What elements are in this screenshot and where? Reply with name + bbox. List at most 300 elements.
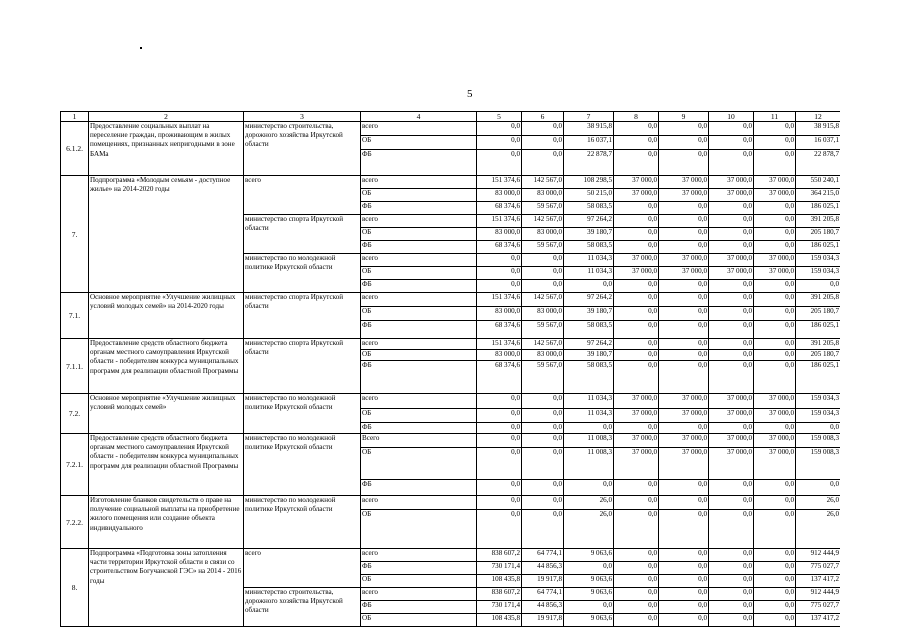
amount-cell: 391 205,8: [796, 293, 841, 307]
amount-cell: 68 374,6: [477, 361, 522, 394]
amount-cell: 0,0: [477, 480, 522, 496]
amount-cell: 97 264,2: [564, 339, 614, 350]
amount-cell: 0,0: [614, 321, 659, 339]
amount-cell: 0,0: [709, 307, 754, 321]
row-name: Изготовление бланков свидетельств о праве на получение социальной выплаты на приобретение жилого помещения или создание объекта индивидуального: [89, 496, 244, 549]
amount-cell: 83 000,0: [522, 228, 564, 241]
responsible-executor: министерство по молодежной политике Иркутской области: [244, 496, 361, 549]
amount-cell: 9 063,6: [564, 614, 614, 627]
amount-cell: 0,0: [754, 339, 796, 350]
table-row: [61, 339, 841, 350]
amount-cell: 0,0: [477, 434, 522, 448]
amount-cell: 0,0: [477, 409, 522, 423]
amount-cell: 0,0: [754, 361, 796, 394]
amount-cell: 37 000,0: [614, 394, 659, 409]
amount-cell: 205 180,7: [796, 350, 841, 361]
amount-cell: 0,0: [659, 549, 709, 562]
amount-cell: 37 000,0: [754, 394, 796, 409]
amount-cell: 0,0: [614, 136, 659, 150]
amount-cell: 108 298,5: [564, 176, 614, 189]
amount-cell: 0,0: [754, 202, 796, 215]
amount-cell: 11 034,3: [564, 409, 614, 423]
amount-cell: 0,0: [564, 601, 614, 614]
amount-cell: 97 264,2: [564, 215, 614, 228]
amount-cell: 0,0: [709, 350, 754, 361]
amount-cell: 0,0: [754, 496, 796, 510]
amount-cell: 37 000,0: [709, 448, 754, 480]
amount-cell: 0,0: [659, 480, 709, 496]
amount-cell: 0,0: [709, 480, 754, 496]
amount-cell: 0,0: [754, 575, 796, 588]
amount-cell: 9 063,6: [564, 549, 614, 562]
amount-cell: 11 034,3: [564, 267, 614, 280]
amount-cell: 16 037,1: [796, 136, 841, 150]
row-code: 7.2.: [61, 394, 89, 434]
amount-cell: 58 083,5: [564, 361, 614, 394]
amount-cell: 775 027,7: [796, 601, 841, 614]
funding-source: ФБ: [361, 562, 477, 575]
funding-source: ОБ: [361, 409, 477, 423]
amount-cell: 0,0: [754, 241, 796, 254]
amount-cell: 0,0: [614, 496, 659, 510]
amount-cell: 37 000,0: [659, 434, 709, 448]
amount-cell: 0,0: [754, 293, 796, 307]
amount-cell: 39 180,7: [564, 350, 614, 361]
amount-cell: 22 878,7: [564, 150, 614, 176]
amount-cell: 68 374,6: [477, 241, 522, 254]
amount-cell: 9 063,6: [564, 575, 614, 588]
amount-cell: 83 000,0: [477, 307, 522, 321]
amount-cell: 39 180,7: [564, 228, 614, 241]
row-name: Предоставление средств областного бюджета органам местного самоуправления Иркутской области - победителям конкурса муниципальных программ для реализации областной Программы: [89, 434, 244, 496]
amount-cell: 37 000,0: [659, 394, 709, 409]
funding-source: ФБ: [361, 361, 477, 394]
funding-source: всего: [361, 588, 477, 601]
amount-cell: 0,0: [754, 588, 796, 601]
amount-cell: 37 000,0: [709, 434, 754, 448]
amount-cell: 205 180,7: [796, 307, 841, 321]
amount-cell: 0,0: [796, 480, 841, 496]
amount-cell: 186 025,1: [796, 202, 841, 215]
amount-cell: 0,0: [477, 150, 522, 176]
amount-cell: 26,0: [796, 510, 841, 549]
amount-cell: 0,0: [709, 510, 754, 549]
amount-cell: 0,0: [754, 122, 796, 136]
header-cell: 4: [361, 112, 477, 122]
amount-cell: 0,0: [754, 280, 796, 293]
funding-source: ФБ: [361, 241, 477, 254]
amount-cell: 0,0: [709, 549, 754, 562]
amount-cell: 0,0: [477, 122, 522, 136]
amount-cell: 26,0: [564, 496, 614, 510]
amount-cell: 0,0: [659, 241, 709, 254]
funding-source: всего: [361, 122, 477, 136]
amount-cell: 37 000,0: [754, 254, 796, 267]
amount-cell: 0,0: [709, 241, 754, 254]
amount-cell: 0,0: [709, 562, 754, 575]
amount-cell: 0,0: [659, 575, 709, 588]
amount-cell: 0,0: [614, 350, 659, 361]
amount-cell: 0,0: [709, 293, 754, 307]
funding-source: ФБ: [361, 280, 477, 293]
amount-cell: 0,0: [564, 480, 614, 496]
amount-cell: 159 008,3: [796, 434, 841, 448]
amount-cell: 151 374,6: [477, 293, 522, 307]
funding-source: ФБ: [361, 321, 477, 339]
amount-cell: 39 180,7: [564, 307, 614, 321]
amount-cell: 0,0: [614, 575, 659, 588]
table-row: [61, 176, 841, 189]
amount-cell: 0,0: [754, 562, 796, 575]
row-name: Основное мероприятие «Улучшение жилищных условий молодых семей»: [89, 394, 244, 434]
amount-cell: 151 374,6: [477, 215, 522, 228]
row-code: 8.: [61, 549, 89, 627]
funding-source: ОБ: [361, 614, 477, 627]
amount-cell: 186 025,1: [796, 241, 841, 254]
responsible-executor: министерство строительства, дорожного хозяйства Иркутской области: [244, 122, 361, 176]
amount-cell: 0,0: [614, 361, 659, 394]
amount-cell: 37 000,0: [709, 254, 754, 267]
funding-source: всего: [361, 254, 477, 267]
amount-cell: 83 000,0: [477, 228, 522, 241]
amount-cell: 37 000,0: [614, 409, 659, 423]
amount-cell: 58 083,5: [564, 241, 614, 254]
funding-source: ОБ: [361, 350, 477, 361]
amount-cell: 912 444,9: [796, 588, 841, 601]
amount-cell: 159 008,3: [796, 448, 841, 480]
amount-cell: 83 000,0: [522, 307, 564, 321]
amount-cell: 37 000,0: [614, 448, 659, 480]
amount-cell: 142 567,0: [522, 339, 564, 350]
amount-cell: 0,0: [614, 549, 659, 562]
amount-cell: 159 034,3: [796, 394, 841, 409]
funding-source: ОБ: [361, 228, 477, 241]
amount-cell: 0,0: [659, 496, 709, 510]
row-name: Предоставление средств областного бюджета органам местного самоуправления Иркутской области - победителям конкурса муниципальных программ для реализации областной Программы: [89, 339, 244, 394]
amount-cell: 37 000,0: [614, 254, 659, 267]
amount-cell: 0,0: [709, 423, 754, 434]
funding-source: ФБ: [361, 150, 477, 176]
amount-cell: 0,0: [564, 423, 614, 434]
row-name: Основное мероприятие «Улучшение жилищных условий молодых семей» на 2014-2020 годы: [89, 293, 244, 339]
amount-cell: 0,0: [477, 136, 522, 150]
amount-cell: 0,0: [709, 228, 754, 241]
amount-cell: 0,0: [522, 448, 564, 480]
row-name: Подпрограмма «Подготовка зоны затопления части территории Иркутской области в связи со строительством Богучанской ГЭС» на 2014 - 2016 годы: [89, 549, 244, 627]
amount-cell: 0,0: [659, 150, 709, 176]
header-cell: 2: [89, 112, 244, 122]
funding-source: всего: [361, 293, 477, 307]
amount-cell: 38 915,8: [796, 122, 841, 136]
responsible-executor: всего: [244, 176, 361, 215]
amount-cell: 0,0: [659, 293, 709, 307]
amount-cell: 0,0: [614, 307, 659, 321]
amount-cell: 37 000,0: [709, 267, 754, 280]
table-row: [61, 549, 841, 562]
table-row: [61, 496, 841, 510]
amount-cell: 0,0: [709, 339, 754, 350]
amount-cell: 0,0: [522, 122, 564, 136]
funding-source: ОБ: [361, 307, 477, 321]
amount-cell: 64 774,1: [522, 588, 564, 601]
amount-cell: 151 374,6: [477, 176, 522, 189]
amount-cell: 159 034,3: [796, 254, 841, 267]
amount-cell: 0,0: [477, 394, 522, 409]
amount-cell: 0,0: [659, 562, 709, 575]
amount-cell: 137 417,2: [796, 575, 841, 588]
header-cell: 12: [796, 112, 841, 122]
amount-cell: 37 000,0: [754, 267, 796, 280]
amount-cell: 0,0: [614, 601, 659, 614]
amount-cell: 44 856,3: [522, 601, 564, 614]
funding-source: всего: [361, 496, 477, 510]
row-code: 6.1.2.: [61, 122, 89, 176]
amount-cell: 83 000,0: [522, 350, 564, 361]
financing-table: [60, 111, 840, 640]
amount-cell: 37 000,0: [659, 189, 709, 202]
header-cell: 1: [61, 112, 89, 122]
amount-cell: 0,0: [754, 150, 796, 176]
amount-cell: 0,0: [614, 228, 659, 241]
table-row: [61, 394, 841, 409]
amount-cell: 0,0: [614, 215, 659, 228]
amount-cell: 0,0: [522, 267, 564, 280]
amount-cell: 0,0: [522, 150, 564, 176]
amount-cell: 0,0: [709, 150, 754, 176]
amount-cell: 0,0: [614, 480, 659, 496]
amount-cell: 0,0: [522, 254, 564, 267]
amount-cell: 0,0: [754, 423, 796, 434]
responsible-executor: министерство спорта Иркутской области: [244, 293, 361, 339]
amount-cell: 108 435,8: [477, 575, 522, 588]
amount-cell: 730 171,4: [477, 562, 522, 575]
amount-cell: 186 025,1: [796, 361, 841, 394]
responsible-executor: министерство по молодежной политике Иркутской области: [244, 394, 361, 434]
row-code: 7.1.1.: [61, 339, 89, 394]
amount-cell: 391 205,8: [796, 215, 841, 228]
amount-cell: 0,0: [477, 280, 522, 293]
amount-cell: 38 915,8: [564, 122, 614, 136]
amount-cell: 912 444,9: [796, 549, 841, 562]
funding-source: ОБ: [361, 448, 477, 480]
scan-speck: [140, 47, 142, 49]
amount-cell: 0,0: [754, 510, 796, 549]
amount-cell: 19 917,8: [522, 614, 564, 627]
funding-source: ОБ: [361, 510, 477, 549]
responsible-executor: министерство спорта Иркутской области: [244, 339, 361, 394]
funding-source: всего: [361, 215, 477, 228]
responsible-executor: министерство строительства, дорожного хозяйства Иркутской области: [244, 588, 361, 627]
amount-cell: 0,0: [522, 510, 564, 549]
amount-cell: 16 037,1: [564, 136, 614, 150]
amount-cell: 64 774,1: [522, 549, 564, 562]
funding-source: всего: [361, 176, 477, 189]
amount-cell: 19 917,8: [522, 575, 564, 588]
amount-cell: 0,0: [709, 588, 754, 601]
amount-cell: 0,0: [709, 122, 754, 136]
amount-cell: 0,0: [754, 350, 796, 361]
amount-cell: 37 000,0: [709, 189, 754, 202]
amount-cell: 37 000,0: [659, 448, 709, 480]
amount-cell: 37 000,0: [754, 176, 796, 189]
row-name: Подпрограмма «Молодым семьям - доступное жилье» на 2014-2020 годы: [89, 176, 244, 293]
amount-cell: 0,0: [477, 496, 522, 510]
amount-cell: 37 000,0: [614, 267, 659, 280]
amount-cell: 0,0: [659, 307, 709, 321]
amount-cell: 37 000,0: [754, 448, 796, 480]
amount-cell: 0,0: [477, 423, 522, 434]
amount-cell: 364 215,0: [796, 189, 841, 202]
responsible-executor: всего: [244, 549, 361, 588]
amount-cell: 0,0: [709, 496, 754, 510]
row-code: 7.2.2.: [61, 496, 89, 549]
funding-source: ОБ: [361, 189, 477, 202]
amount-cell: 37 000,0: [659, 267, 709, 280]
amount-cell: 0,0: [614, 588, 659, 601]
amount-cell: 0,0: [754, 549, 796, 562]
amount-cell: 0,0: [477, 267, 522, 280]
amount-cell: 205 180,7: [796, 228, 841, 241]
amount-cell: 0,0: [754, 215, 796, 228]
funding-source: ОБ: [361, 267, 477, 280]
amount-cell: 142 567,0: [522, 215, 564, 228]
amount-cell: 0,0: [754, 321, 796, 339]
amount-cell: 730 171,4: [477, 601, 522, 614]
amount-cell: 37 000,0: [659, 254, 709, 267]
amount-cell: 26,0: [796, 496, 841, 510]
responsible-executor: министерство спорта Иркутской области: [244, 215, 361, 254]
amount-cell: 0,0: [709, 215, 754, 228]
amount-cell: 142 567,0: [522, 293, 564, 307]
header-cell: 11: [754, 112, 796, 122]
amount-cell: 0,0: [614, 562, 659, 575]
amount-cell: 0,0: [477, 254, 522, 267]
amount-cell: 137 417,2: [796, 614, 841, 627]
amount-cell: 37 000,0: [754, 189, 796, 202]
row-code: 7.1.: [61, 293, 89, 339]
row-code: 7.2.1.: [61, 434, 89, 496]
amount-cell: 68 374,6: [477, 321, 522, 339]
amount-cell: 37 000,0: [709, 409, 754, 423]
funding-source: ФБ: [361, 423, 477, 434]
amount-cell: 37 000,0: [659, 176, 709, 189]
amount-cell: 11 008,3: [564, 434, 614, 448]
header-cell: 10: [709, 112, 754, 122]
amount-cell: 0,0: [614, 150, 659, 176]
header-cell: 3: [244, 112, 361, 122]
header-cell: 8: [614, 112, 659, 122]
amount-cell: 44 856,3: [522, 562, 564, 575]
funding-source: Всего: [361, 434, 477, 448]
amount-cell: 0,0: [659, 510, 709, 549]
funding-source: всего: [361, 339, 477, 350]
amount-cell: 11 034,3: [564, 394, 614, 409]
amount-cell: 0,0: [709, 601, 754, 614]
amount-cell: 0,0: [709, 321, 754, 339]
amount-cell: 83 000,0: [522, 189, 564, 202]
amount-cell: 775 027,7: [796, 562, 841, 575]
amount-cell: 0,0: [614, 423, 659, 434]
amount-cell: 0,0: [614, 339, 659, 350]
amount-cell: 0,0: [522, 434, 564, 448]
amount-cell: 0,0: [659, 361, 709, 394]
row-code: 7.: [61, 176, 89, 293]
funding-source: ФБ: [361, 202, 477, 215]
amount-cell: 0,0: [614, 293, 659, 307]
amount-cell: 0,0: [522, 394, 564, 409]
amount-cell: 37 000,0: [614, 434, 659, 448]
amount-cell: 0,0: [522, 136, 564, 150]
amount-cell: 0,0: [659, 280, 709, 293]
amount-cell: 37 000,0: [614, 189, 659, 202]
header-cell: 9: [659, 112, 709, 122]
amount-cell: 0,0: [614, 614, 659, 627]
amount-cell: 0,0: [659, 202, 709, 215]
amount-cell: 58 083,5: [564, 202, 614, 215]
amount-cell: 0,0: [659, 228, 709, 241]
amount-cell: 838 607,2: [477, 588, 522, 601]
amount-cell: 22 878,7: [796, 150, 841, 176]
amount-cell: 0,0: [709, 614, 754, 627]
amount-cell: 0,0: [522, 409, 564, 423]
amount-cell: 58 083,5: [564, 321, 614, 339]
amount-cell: 0,0: [614, 510, 659, 549]
amount-cell: 186 025,1: [796, 321, 841, 339]
amount-cell: 151 374,6: [477, 339, 522, 350]
header-cell: 7: [564, 112, 614, 122]
amount-cell: 0,0: [522, 496, 564, 510]
amount-cell: 0,0: [659, 588, 709, 601]
amount-cell: 0,0: [709, 280, 754, 293]
header-cell: 6: [522, 112, 564, 122]
header-cell: 5: [477, 112, 522, 122]
amount-cell: 0,0: [754, 480, 796, 496]
amount-cell: 0,0: [564, 562, 614, 575]
amount-cell: 0,0: [659, 122, 709, 136]
table-row: [61, 293, 841, 307]
amount-cell: 0,0: [659, 321, 709, 339]
amount-cell: 0,0: [522, 280, 564, 293]
amount-cell: 0,0: [659, 339, 709, 350]
amount-cell: 83 000,0: [477, 350, 522, 361]
amount-cell: 59 567,0: [522, 202, 564, 215]
amount-cell: 0,0: [659, 215, 709, 228]
amount-cell: 0,0: [754, 614, 796, 627]
row-name: Предоставление социальных выплат на переселение граждан, проживающим в жилых помещениях, признанных непригодными в зоне БАМа: [89, 122, 244, 176]
amount-cell: 0,0: [796, 280, 841, 293]
amount-cell: 0,0: [754, 307, 796, 321]
amount-cell: 550 240,1: [796, 176, 841, 189]
amount-cell: 0,0: [796, 423, 841, 434]
amount-cell: 9 063,6: [564, 588, 614, 601]
amount-cell: 0,0: [754, 136, 796, 150]
amount-cell: 59 567,0: [522, 321, 564, 339]
amount-cell: 0,0: [522, 423, 564, 434]
amount-cell: 0,0: [614, 122, 659, 136]
amount-cell: 68 374,6: [477, 202, 522, 215]
amount-cell: 0,0: [709, 361, 754, 394]
page-number: 5: [467, 88, 473, 100]
amount-cell: 83 000,0: [477, 189, 522, 202]
amount-cell: 37 000,0: [709, 394, 754, 409]
amount-cell: 0,0: [477, 448, 522, 480]
amount-cell: 159 034,3: [796, 267, 841, 280]
funding-source: всего: [361, 394, 477, 409]
responsible-executor: министерство по молодежной политике Иркутской области: [244, 254, 361, 293]
funding-source: ОБ: [361, 136, 477, 150]
amount-cell: 0,0: [659, 350, 709, 361]
funding-source: ОБ: [361, 575, 477, 588]
